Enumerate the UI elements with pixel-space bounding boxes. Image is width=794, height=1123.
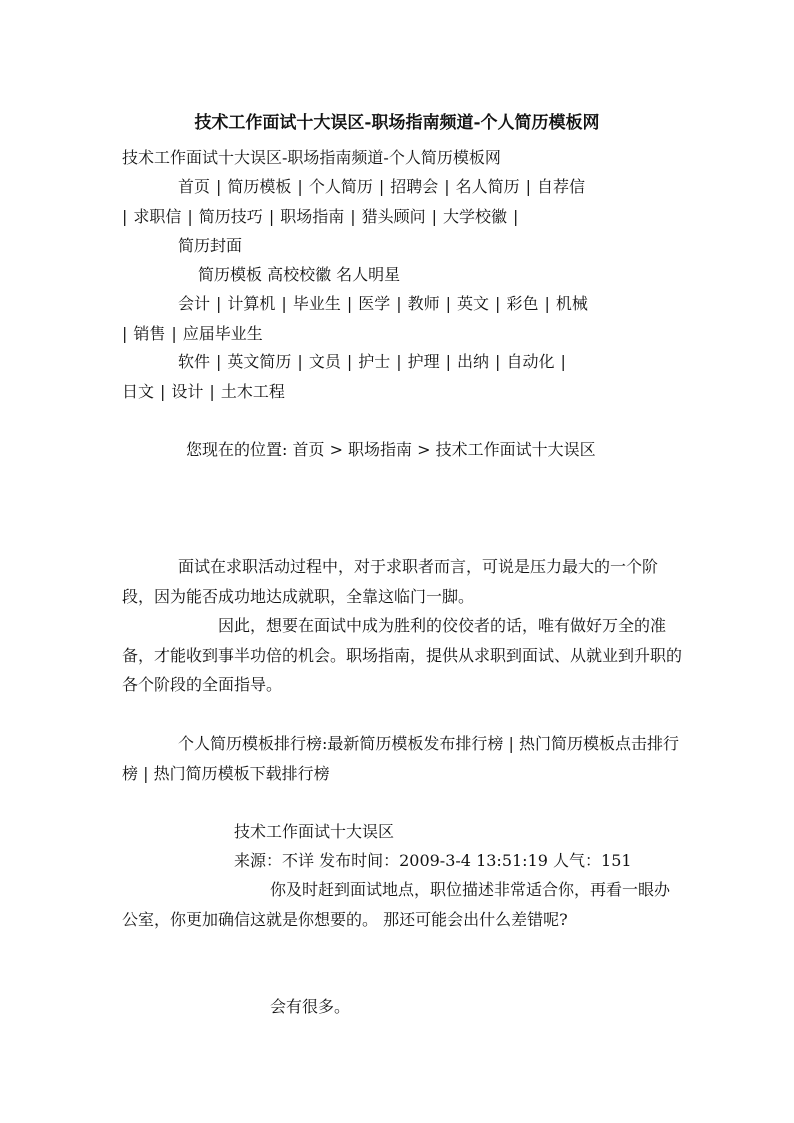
nav-link-mechanical[interactable]: 机械 (555, 294, 588, 313)
ranking-links[interactable]: 个人简历模板排行榜:最新简历模板发布排行榜 | 热门简历模板点击排行榜 | 热门简历模板下载排行榜 (122, 734, 679, 783)
nav-link-resume-template[interactable]: 简历模板 (227, 177, 292, 196)
nav-link-nursing[interactable]: 护理 (407, 352, 440, 371)
article-body-1: 你及时赶到面试地点，职位描述非常适合你，再看一眼办公室，你更加确信这就是你想要的。 那还可能会出什么差错呢? (122, 880, 671, 929)
nav-link-sales[interactable]: 销售 (133, 323, 166, 343)
nav-link-career-guide[interactable]: 职场指南 (280, 206, 345, 226)
nav-link-medicine[interactable]: 医学 (358, 294, 391, 313)
article-title: 技术工作面试十大误区 (234, 822, 395, 841)
nav-link-home[interactable]: 首页 (178, 177, 211, 196)
nav-link-cashier[interactable]: 出纳 (457, 352, 490, 371)
nav-link-english-resume[interactable]: 英文简历 (227, 352, 292, 371)
article-meta: 来源：不详 发布时间：2009-3-4 13:51:19 人气：151 (234, 851, 632, 870)
nav-links-secondary[interactable]: 简历模板 高校校徽 名人明星 (198, 265, 401, 284)
document-title: 技术工作面试十大误区-职场指南频道-个人简历模板网 (194, 113, 600, 133)
nav-link-job-letter[interactable]: 求职信 (133, 206, 182, 226)
nav-link-clerk[interactable]: 文员 (308, 352, 341, 371)
nav-link-personal-resume[interactable]: 个人简历 (308, 177, 373, 196)
nav-link-automation[interactable]: 自动化 (506, 352, 555, 371)
intro-paragraph-1: 面试在求职活动过程中，对于求职者而言，可说是压力最大的一个阶段，因为能否成功地达成就职，全靠这临门一脚。 (122, 557, 659, 606)
nav-link-graduate[interactable]: 毕业生 (292, 294, 341, 313)
nav-link-accounting[interactable]: 会计 (178, 294, 211, 313)
subtitle: 技术工作面试十大误区-职场指南频道-个人简历模板网 (122, 148, 501, 167)
nav-link-celebrity-resume[interactable]: 名人简历 (455, 177, 520, 196)
nav-link-fresh-graduate[interactable]: 应届毕业生 (182, 323, 263, 343)
nav-link-resume-tips[interactable]: 简历技巧 (198, 206, 263, 226)
nav-link-teacher[interactable]: 教师 (407, 294, 440, 313)
intro-paragraph-2: 因此，想要在面试中成为胜利的佼佼者的话，唯有做好万全的准备，才能收到事半功倍的机会。职场指南，提供从求职到面试、从就业到升职的各个阶段的全面指导。 (122, 616, 683, 694)
nav-link-color[interactable]: 彩色 (506, 294, 539, 313)
nav-link-university-badge[interactable]: 大学校徽 (443, 206, 508, 226)
nav-link-design[interactable]: 设计 (171, 381, 204, 401)
nav-link-japanese[interactable]: 日文 (122, 381, 155, 401)
nav-links-category: 会计 | 计算机 | 毕业生 | 医学 | 教师 | 英文 | 彩色 | 机械 | 销售 | 应届毕业生 (122, 294, 588, 343)
nav-link-job-fair[interactable]: 招聘会 (390, 177, 439, 196)
nav-link-nurse[interactable]: 护士 (358, 352, 391, 371)
nav-links-profession: 软件 | 英文简历 | 文员 | 护士 | 护理 | 出纳 | 自动化 | 日文 | 设计 | 土木工程 (122, 352, 566, 401)
nav-link-headhunter[interactable]: 猎头顾问 (361, 206, 426, 226)
nav-link-civil-engineering[interactable]: 土木工程 (220, 381, 285, 401)
article-body-2: 会有很多。 (270, 997, 351, 1016)
nav-link-computer[interactable]: 计算机 (227, 294, 276, 313)
nav-link-resume-cover[interactable]: 简历封面 (178, 236, 243, 255)
nav-link-self-recommendation[interactable]: 自荐信 (537, 177, 586, 196)
nav-link-software[interactable]: 软件 (178, 352, 211, 371)
nav-links-main: 首页 | 简历模板 | 个人简历 | 招聘会 | 名人简历 | 自荐信 | 求职信 | 简历技巧 | 职场指南 | 猎头顾问 | 大学校徽 | 简历封面 (122, 177, 586, 255)
breadcrumb: 您现在的位置: 首页 > 职场指南 > 技术工作面试十大误区 (186, 440, 596, 459)
nav-link-english[interactable]: 英文 (457, 294, 490, 313)
